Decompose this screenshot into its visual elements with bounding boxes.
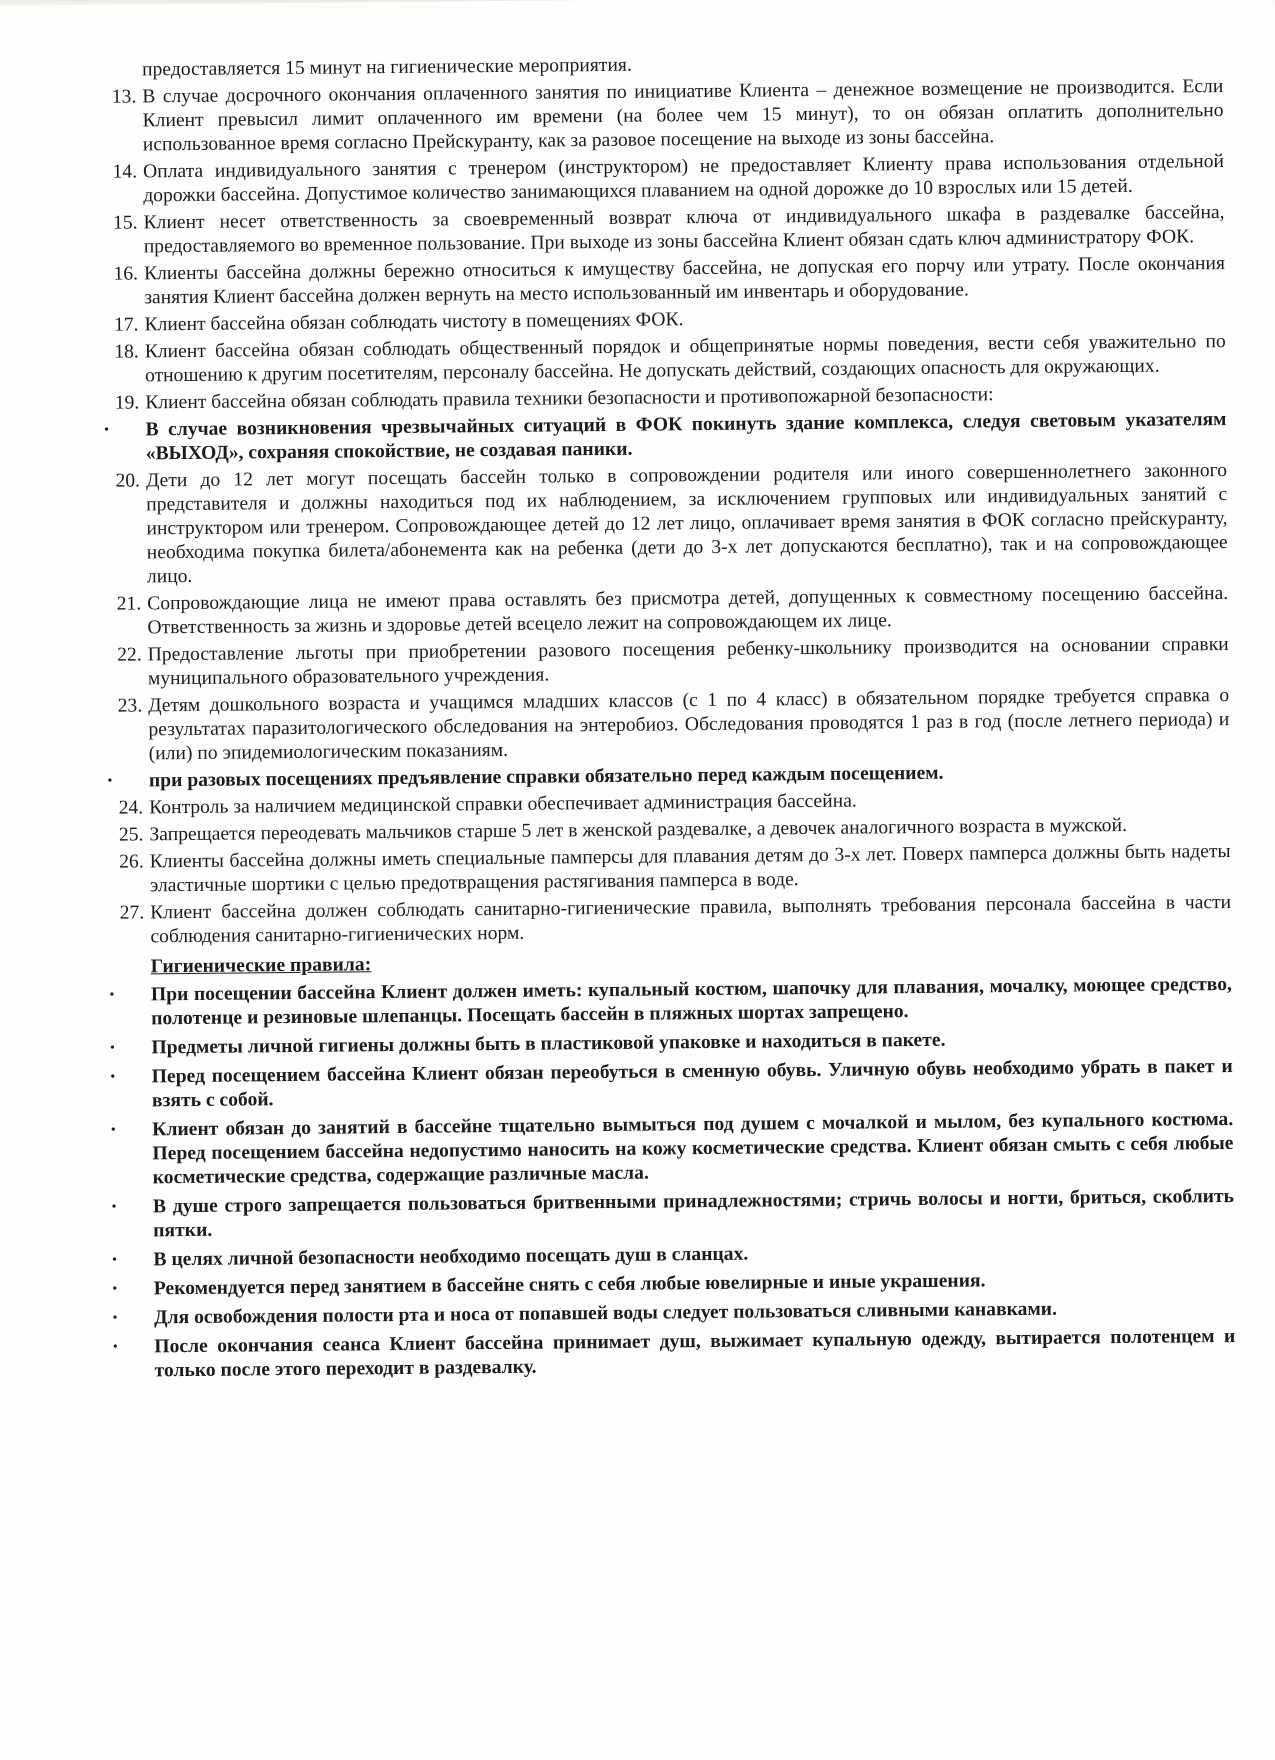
bullet-marker: • xyxy=(104,422,110,438)
bullet-marker: • xyxy=(112,1281,118,1297)
hygiene-rule-item xyxy=(111,1185,1235,1244)
rule-number: 15. xyxy=(112,212,138,234)
bullet-marker: • xyxy=(111,1199,117,1215)
rules-text xyxy=(104,48,1236,1384)
rule-number: 27. xyxy=(119,902,145,924)
hygiene-rule-item xyxy=(112,1296,1235,1331)
rule-text: Клиент бассейна обязан соблюдать правила техники безопасности и противопожарной безопасности: xyxy=(145,384,994,414)
hygiene-rule-item xyxy=(112,1325,1236,1384)
rule-text: Контроль за наличием медицинской справки обеспечивает администрация бассейна. xyxy=(149,790,857,819)
rule-item xyxy=(116,891,1231,950)
rule-item xyxy=(114,684,1230,767)
bullet-marker: • xyxy=(109,1040,115,1056)
hygiene-rule-text: Перед посещением бассейна Клиент обязан переобуться в сменную обувь. Уличную обувь необходимо убрать в пакет и взять с собой. xyxy=(151,1055,1233,1112)
rule-text: В случае досрочного окончания оплаченного занятия по инициативе Клиента – денежное возмещение не производится. Если Клиент превысил лимит оплаченного им времени (на более чем 15 минут), то он обязан оплатить дополнительно использованное время согласно Прейскуранту, как за разовое посещение на выходе из зоны бассейна. xyxy=(142,76,1224,156)
bullet-marker: • xyxy=(112,1310,118,1326)
rule-text: Оплата индивидуального занятия с тренером (инструктором) не предоставляет Клиенту права использования отдельной дорожки бассейна. Допустимое количество занимающихся плаванием на одной дорожке до 10 взрослых или 15 детей. xyxy=(142,151,1225,207)
rule-item xyxy=(112,459,1228,590)
bullet-marker: • xyxy=(110,1122,116,1138)
rule-text: Клиент бассейна обязан соблюдать чистоту в помещениях ФОК. xyxy=(144,309,684,336)
rule-text: Сопровождающие лица не имеют права оставлять без присмотра детей, допущенных к совместному посещению бассейна. Ответственность за жизнь и здоровье детей всецело лежит на сопровождающем их лице. xyxy=(147,582,1229,639)
hygiene-rule-text: Рекомендуется перед занятием в бассейне снять с себя любые ювелирные и иные украшения. xyxy=(153,1270,986,1300)
rule-text: при разовых посещениях предъявление справки обязательно перед каждым посещением. xyxy=(148,762,944,792)
rule-text: Клиенты бассейна должны бережно относиться к имуществу бассейна, не допуская его порчу или утрату. После окончания занятия Клиент бассейна должен вернуть на место использованный им инвентарь и оборудование. xyxy=(143,253,1226,309)
rule-item xyxy=(116,840,1231,899)
rule-text: Клиент несет ответственность за своевременный возврат ключа от индивидуального шкафа в раздевалке бассейна, предоставляемого во временное пользование. При выходе из зоны бассейна Клиент обязан сдать ключ администратору ФОК. xyxy=(143,202,1225,258)
bullet-item xyxy=(104,408,1227,467)
bullet-marker: • xyxy=(110,1069,116,1085)
rule-number: 26. xyxy=(119,851,144,873)
hygiene-rule-text: После окончания сеанса Клиент бассейна принимает душ, выжимает купальную одежду, вытирается полотенцем и только после этого переходит в раздевалку. xyxy=(154,1325,1236,1382)
rule-number: 14. xyxy=(112,161,138,183)
hygiene-rules-list xyxy=(109,973,1236,1384)
rule-item xyxy=(114,633,1229,692)
hygiene-rule-item xyxy=(110,1108,1234,1191)
rule-number: 20. xyxy=(115,470,141,492)
rule-text: Дети до 12 лет могут посещать бассейн только в сопровождении родителя или иного совершеннолетнего законного представителя и должны находиться под их наблюдением, за исключением групповых или индивидуальных занятий с инструктором или тренером. Сопровождающее детей до 12 лет лицо, оплачивает время занятия в ФОК согласно прейскуранту, необходима покупка билета/абонемента как на ребенка (дети до 3-х лет допускаются бесплатно), так и на сопровождающее лицо. xyxy=(145,460,1228,588)
hygiene-rule-item xyxy=(109,973,1233,1032)
hygiene-rule-item xyxy=(110,1055,1233,1114)
rule-item xyxy=(109,150,1224,209)
hygiene-rule-text: В душе строго запрещается пользоваться бритвенными принадлежностями; стричь волосы и ногти, бриться, скоблить пятки. xyxy=(152,1185,1235,1242)
rule-number: 13. xyxy=(111,86,137,108)
hygiene-rule-item xyxy=(109,1026,1232,1061)
bullet-marker: • xyxy=(111,1252,118,1268)
hygiene-rule-text: Клиент обязан до занятий в бассейне тщательно вымыться под душем с мочалкой и мылом, без купального костюма. Перед посещением бассейна недопустимо наносить на кожу косметические средства. Клиент обязан смыть с себя любые косметические средства, содержащие различные масла. xyxy=(152,1108,1234,1189)
rule-item xyxy=(113,582,1228,641)
rule-item xyxy=(108,75,1224,158)
hygiene-rule-text: В целях личной безопасности необходимо посещать душ в сланцах. xyxy=(153,1243,749,1271)
rule-number: 22. xyxy=(117,644,142,666)
bullet-marker: • xyxy=(109,987,115,1003)
bullet-marker: • xyxy=(112,1339,118,1355)
hygiene-rule-item xyxy=(112,1267,1235,1302)
hygiene-rule-text: Предметы личной гигиены должны быть в пластиковой упаковке и находиться в пакете. xyxy=(151,1029,946,1059)
rule-text: Клиенты бассейна должны иметь специальные памперсы для плавания детям до 3-х лет. Поверх памперса должны быть надеты эластичные шортики с целью предотвращения растягивания памперса в воде. xyxy=(149,840,1231,897)
intro-continuation: предоставляется 15 минут на гигиенические мероприятия. xyxy=(141,54,632,81)
bullet-marker: • xyxy=(107,773,113,789)
rule-number: 25. xyxy=(118,824,144,846)
rule-number: 18. xyxy=(114,341,139,363)
rule-text: Клиент бассейна должен соблюдать санитарно-гигиенические правила, выполнять требования персонала бассейна в части соблюдения санитарно-гигиенических норм. xyxy=(150,891,1232,948)
rule-text: Запрещается переодевать мальчиков старше 5 лет в женской раздевалке, а девочек аналогичного возраста в мужской. xyxy=(149,814,1128,846)
rule-text: Клиент бассейна обязан соблюдать общественный порядок и общепринятые нормы поведения, вести себя уважительно по отношению к другим посетителям, персоналу бассейна. Не допускать действий, создающих опасность для окружающих. xyxy=(144,331,1226,387)
rule-number: 17. xyxy=(113,314,139,336)
rule-text: Детям дошкольного возраста и учащимся младших классов (с 1 по 4 класс) в обязательном порядке требуется справка о результатах паразитологического обследования на энтеробиоз. Обследования проводятся 1 раз в год (после летнего периода) и (или) по эпидемиологическим показаниям. xyxy=(148,684,1230,765)
rule-number: 19. xyxy=(114,392,140,414)
rule-number: 23. xyxy=(117,695,143,717)
rule-text: Предоставление льготы при приобретении разового посещения ребенку-школьнику производится на основании справки муниципального образовательного учреждения. xyxy=(147,633,1229,690)
hygiene-rule-text: При посещении бассейна Клиент должен иметь: купальный костюм, шапочку для плавания, мочалку, моющее средство, полотенце и резиновые шлепанцы. Посещать бассейн в пляжных шортах запрещено. xyxy=(150,973,1233,1030)
rule-number: 21. xyxy=(116,593,142,615)
hygiene-heading: Гигиенические правила: xyxy=(150,954,372,978)
rule-item xyxy=(109,201,1224,260)
rule-item xyxy=(110,252,1225,311)
rules-list xyxy=(104,75,1232,950)
rule-number: 24. xyxy=(118,797,144,819)
rule-text: В случае возникновения чрезвычайных ситуаций в ФОК покинуть здание комплекса, следуя световым указателям «ВЫХОД», сохраняя спокойствие, не создавая паники. xyxy=(145,409,1227,465)
rule-item xyxy=(111,330,1226,389)
rule-number: 16. xyxy=(113,263,139,285)
hygiene-rule-item xyxy=(111,1238,1234,1273)
hygiene-rule-text: Для освобождения полости рта и носа от попавшей воды следует пользоваться сливными канавками. xyxy=(153,1298,1058,1329)
